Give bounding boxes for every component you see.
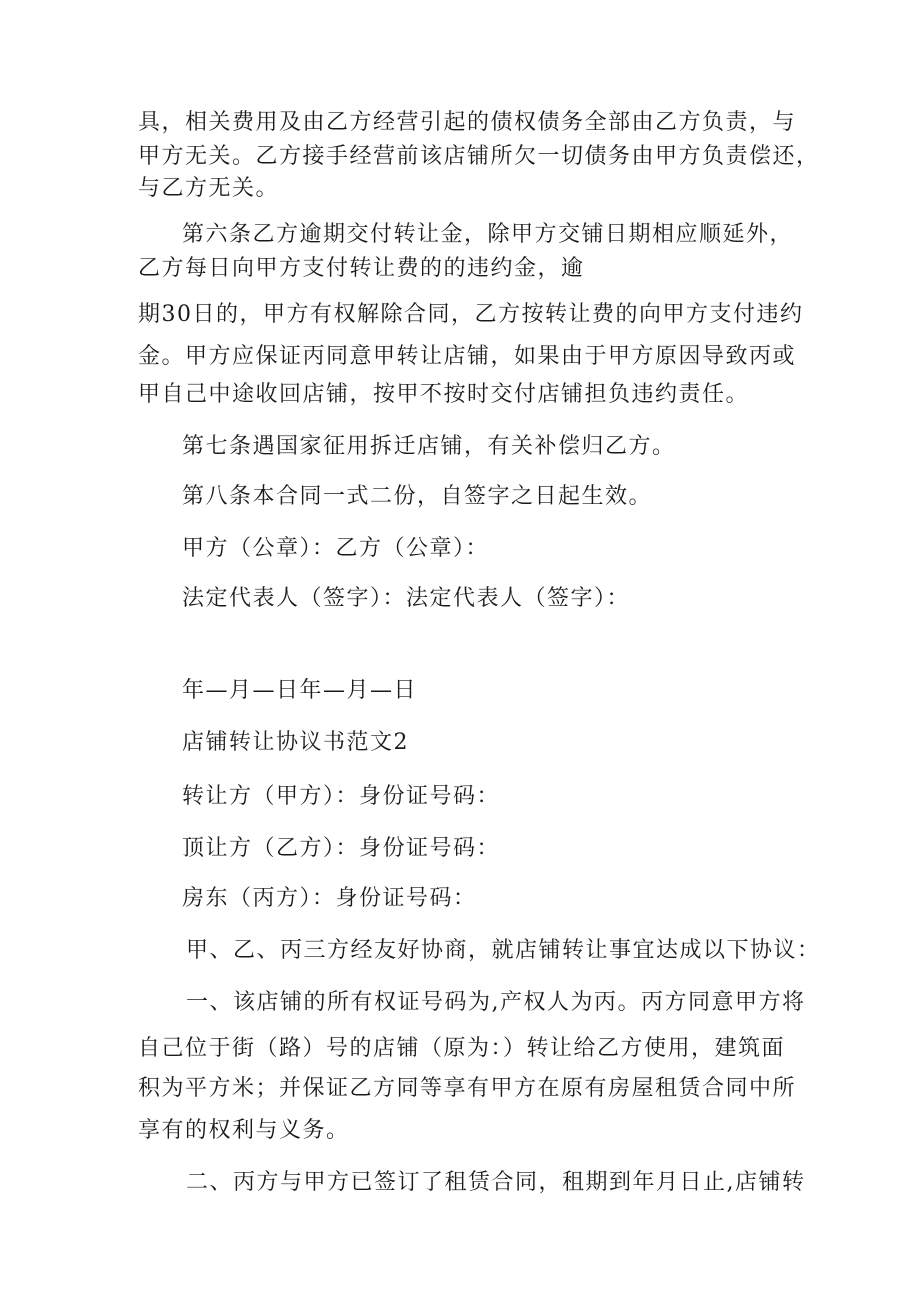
paragraph-line: 甲方无关。乙方接手经营前该店铺所欠一切债务由甲方负责偿还，	[138, 144, 820, 169]
paragraph-line: 第六条乙方逾期交付转让金，除甲方交铺日期相应顺延外，	[182, 222, 794, 247]
party-c-line: 房东（丙方）：身份证号码：	[182, 886, 477, 911]
paragraph-line: 一、该店铺的所有权证号码为,产权人为丙。丙方同意甲方将	[186, 990, 806, 1015]
paragraph-line: 具，相关费用及由乙方经营引起的债权债务全部由乙方负责，与	[138, 110, 797, 135]
paragraph-line: 积为平方米；并保证乙方同等享有甲方在原有房屋租赁合同中所	[138, 1076, 797, 1101]
paragraph-line: 期30日的，甲方有权解除合同，乙方按转让费的向甲方支付违约	[138, 302, 804, 327]
clause-8: 第八条本合同一式二份，自签字之日起生效。	[182, 484, 653, 509]
party-b-line: 顶让方（乙方）：身份证号码：	[182, 836, 501, 861]
date-line: 年—月—日年—月—日	[182, 678, 418, 703]
paragraph-line: 自己位于街（路）号的店铺（原为：）转让给乙方使用，建筑面	[138, 1036, 786, 1061]
seal-line: 甲方（公章）：乙方（公章）：	[182, 536, 490, 561]
section-title: 店铺转让协议书范文2	[182, 730, 409, 755]
party-a-line: 转让方（甲方）：身份证号码：	[182, 784, 501, 809]
paragraph-line: 二、丙方与甲方已签订了租赁合同，租期到年月日止,店铺转	[186, 1170, 806, 1195]
paragraph-line: 与乙方无关。	[138, 176, 280, 201]
paragraph-line: 乙方每日向甲方支付转让费的的违约金，逾	[138, 256, 585, 281]
signature-line: 法定代表人（签字）：法定代表人（签字）：	[182, 586, 631, 611]
agreement-intro: 甲、乙、丙三方经友好协商，就店铺转让事宜达成以下协议：	[186, 938, 821, 963]
paragraph-line: 甲自己中途收回店铺，按甲不按时交付店铺担负违约责任。	[138, 382, 750, 407]
paragraph-line: 金。甲方应保证丙同意甲转让店铺，如果由于甲方原因导致丙或	[138, 344, 797, 369]
clause-7: 第七条遇国家征用拆迁店铺，有关补偿归乙方。	[182, 434, 676, 459]
paragraph-line: 享有的权利与义务。	[138, 1118, 350, 1143]
